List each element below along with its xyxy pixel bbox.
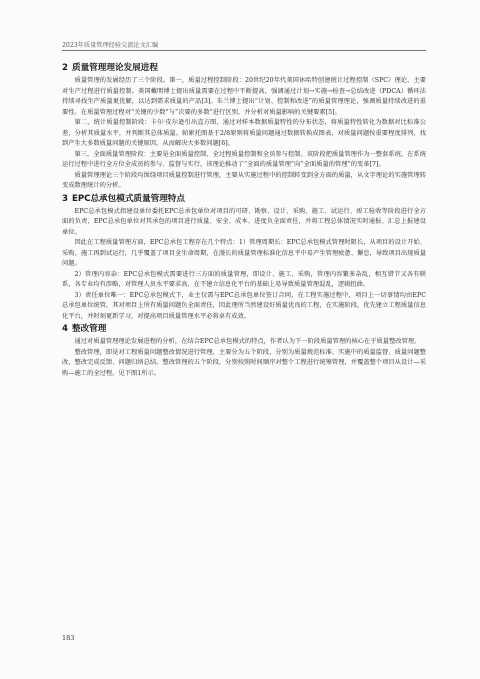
section-4 bbox=[62, 323, 426, 379]
section-heading: 3 EPC总承包模式质量管理特点 bbox=[62, 193, 185, 204]
paragraph: 因此在工程质量管理方面，EPC总承包工程存在几个特点：1）管理周期长：EPC总承包模式管理时限长，从项目的设计开始、采购、施工再到试运行，几乎覆盖了项目全生命周期，在漫长的质量管理标准化信息平中易产生管理疲惫、懈怠，导致项目出现质量问题。 bbox=[62, 239, 426, 267]
running-head: 2023年质量管理经验交流论文汇编 bbox=[62, 42, 159, 49]
section-heading: 2 质量管理理论发展进程 bbox=[62, 63, 158, 73]
section-2 bbox=[62, 62, 426, 192]
paragraph: 第三，全面质量管理阶段：主要是全面质量控制、全过程质量控制和全员参与控制。该阶段把质量管理作为一整套系统，在系统运行过程中进行全方位全成员的参与、监督与实行，该理论推动了“全面的质量管理”向“全面质量的管理”的变革[7]。 bbox=[62, 150, 426, 168]
paragraph: 质量管理的发展经历了三个阶段。第一，质量过程控制阶段：20世纪20年代美国休哈特创建统计过程控制（SPC）理论，主要对生产过程进行质量控制。美国戴明博士提出质量需要在过程中不断提高，强调通过计划→实施→检查→总结改进（PDCA）循环法持续寻找生产质量更优解，以达到需求质量的产品[3]。朱兰博士提出“计划、控制和改进”的质量管理理论，强调质量持续改进的重要性。在质量管理过程对“关键的少数”与“次要的多数”进行区别，并分析对质量影响的关键要素[5]。 bbox=[62, 77, 426, 116]
header-rule bbox=[62, 50, 426, 51]
paragraph: 通过对质量管理理论发展进程的分析，在结合EPC总承包模式的特点，作者认为下一阶段质量管理的核心在于质量整改管理。 bbox=[74, 338, 421, 345]
page-number: 183 bbox=[62, 634, 75, 642]
paragraph: 3）责任单位唯一：EPC总承包模式下，业主仅需与EPC总承包单位签订合同，在工程实施过程中，项目上一切事情均由EPC总承包单位统管，其对项目上所有质量问题负全面责任，因此理所当然建设好质量优良的工程，在实施阶段，优先建立工程质量信息化平台，并时刻更新学习，对提高项目质量管理水平必将卓有成效。 bbox=[62, 291, 426, 320]
section-3 bbox=[62, 193, 426, 323]
article-body bbox=[62, 62, 426, 380]
paragraph: 整改管理，即是对工程质量问题整改情况进行管理，主要分为五个阶段，分别为质量规范标准、实施中的质量监督、质量问题整改、整改完成反馈、问题归纳总结。整改管理的五个阶段，分别按照时间顺序对整个工程进行统筹管理，并覆盖整个项目从设计—采购—施工的全过程。见下图1所示。 bbox=[62, 348, 426, 377]
paragraph: 2）管理内容杂：EPC总承包模式需要进行三方面的质量管理，即设计、施工、采购，管理内容繁多杂乱，相互错节又各有联系，各专业均有涉略，对管理人员水平要求高，在不建立信息化平台的基础上易导致质量管理混乱，逻辑扭曲。 bbox=[62, 270, 426, 288]
paragraph: 质量管理理论三个阶段均围绕项目质量控制进行管理，主要从实施过程中的控制转变到全方面的质量，从文字理论的实施管理转变成数理统计的分析。 bbox=[62, 171, 426, 189]
section-heading: 4 整改管理 bbox=[62, 324, 107, 334]
paragraph: EPC总承包模式指建设单位委托EPC总承包单位对项目的可研、勘察、设计、采购、施工、试运行、竣工验收等阶段进行全方面的负责，EPC总承包单位对其承包的项目进行质量、安全、成本、进度负全面责任，并将工程总体情况实时通报、汇总上报建设单位。 bbox=[62, 207, 426, 236]
paragraph: 第二，统计质量控制阶段：卡尔·皮尔逊引出直方图，通过对样本数据质量特性的分布状态，将质量特性转化为数据对比标准公差，分析其质量水平，并判断其总体质量。帕累托图基于2/8原则将质量问题通过数据转换成图表，对质量问题按重要程度排列，找到产生大多数质量问题的关键原因，从而解决大多数问题[6]。 bbox=[62, 119, 426, 147]
